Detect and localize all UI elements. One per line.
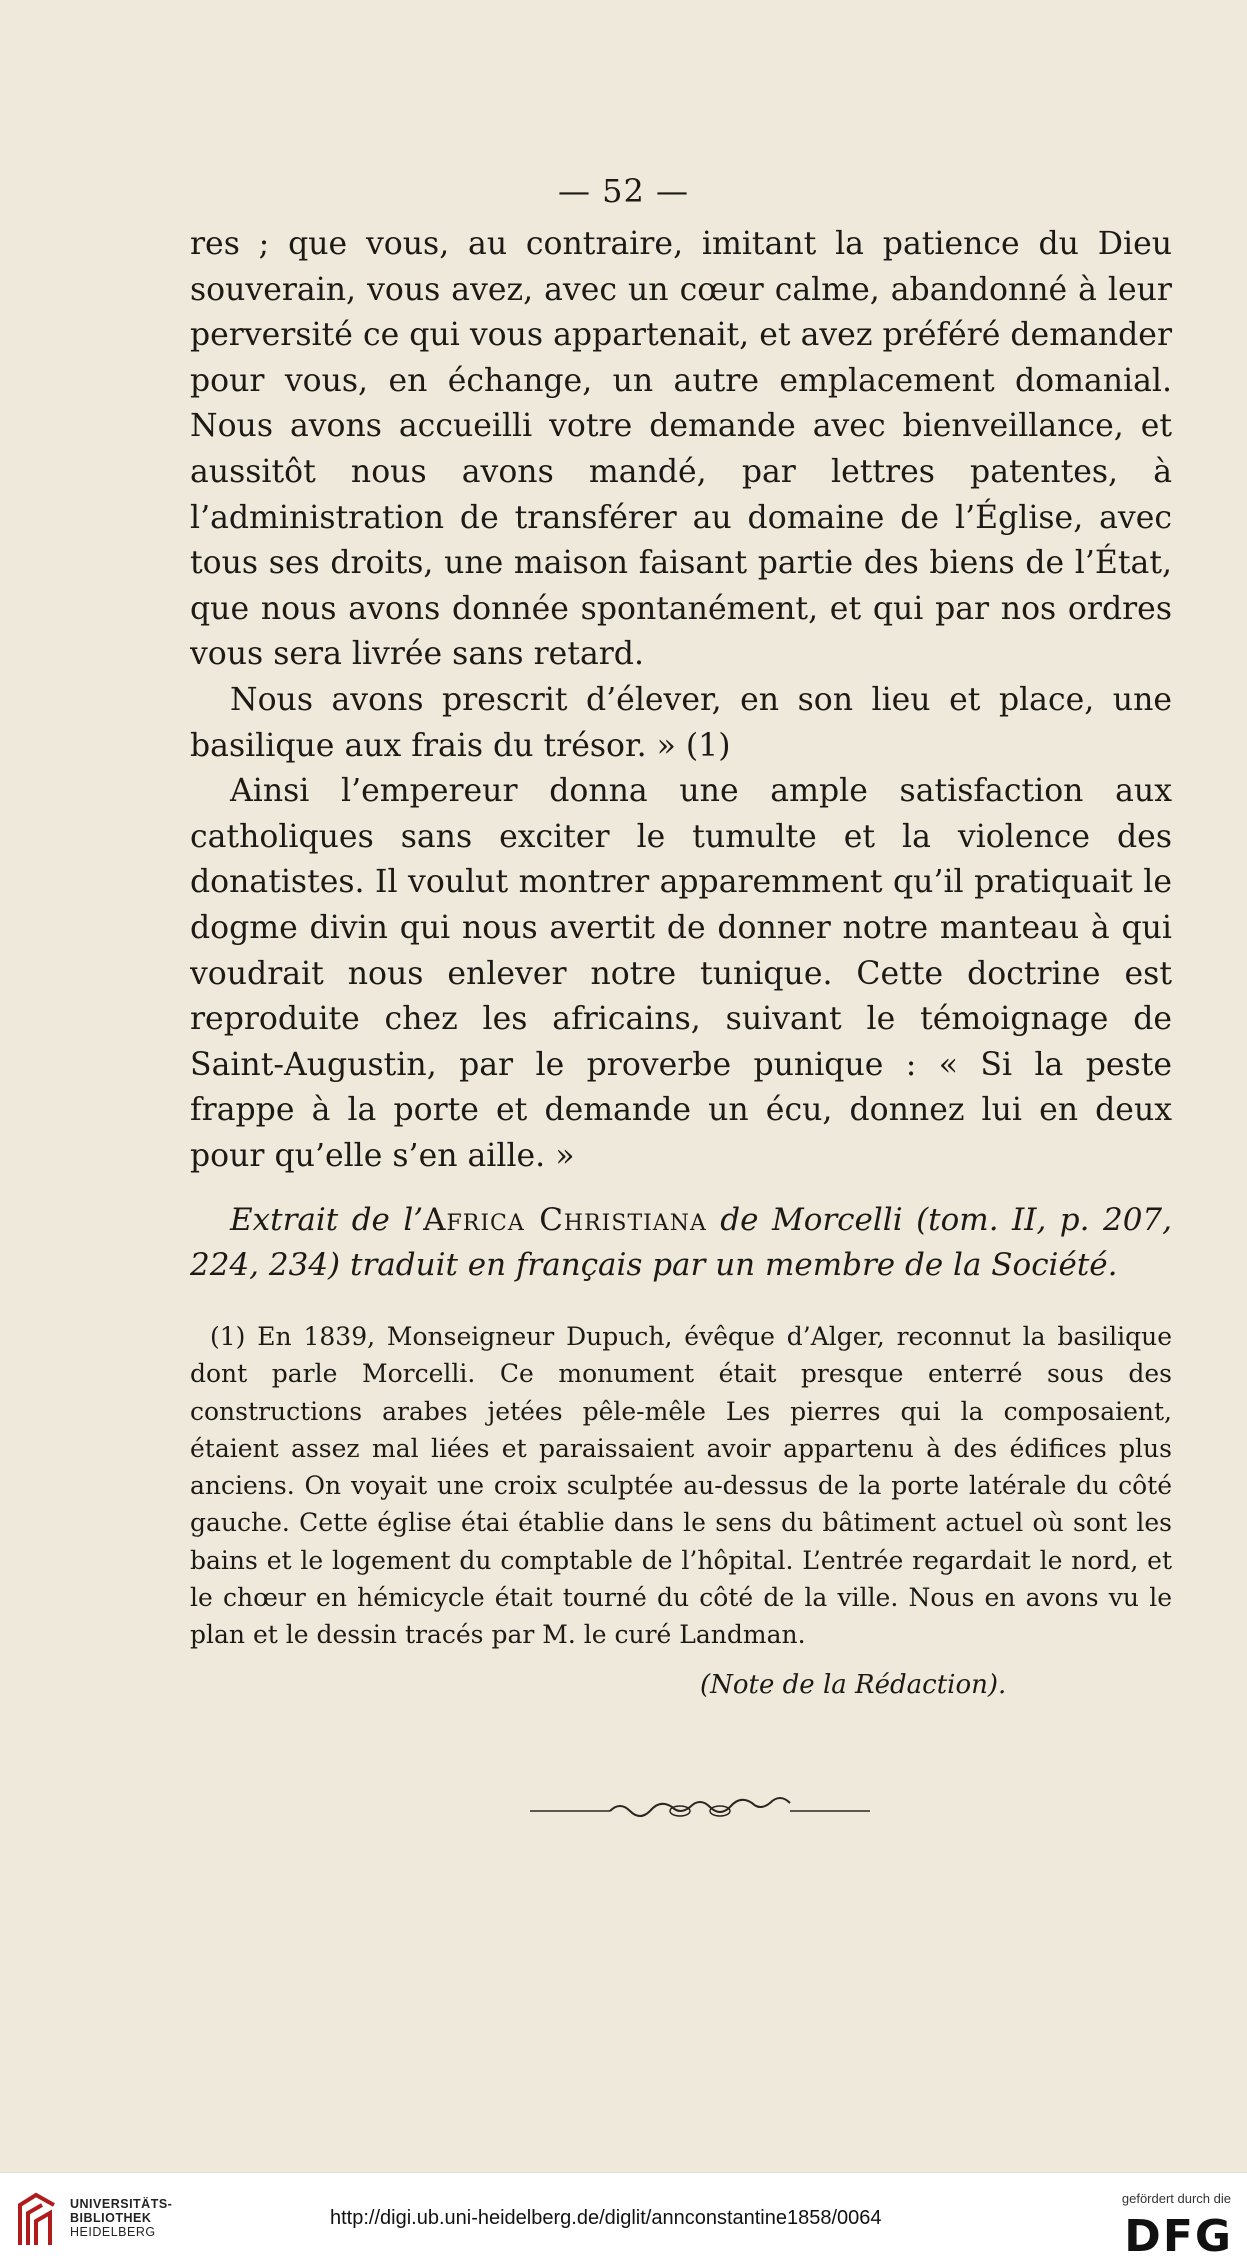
- footer-bar: [0, 2172, 1247, 2263]
- footnote-signature: (Note de la Rédaction).: [700, 1670, 1007, 1700]
- paragraph: Ainsi l’empereur donna une ample satisfaction aux catholiques sans exciter le tumulte et la violence des donatistes. Il voulut montrer apparemment qu’il pratiquait le dogme divin qui nous avertit de donner notre manteau à qui voudrait nous enlever notre tunique. Cette doctrine est reproduite chez les africains, suivant le témoignage de Saint-Augustin, par le proverbe punique : « Si la peste frappe à la porte et demande un écu, donnez lui en deux pour qu’elle s’en aille. »: [190, 773, 1172, 1174]
- paragraph: Nous avons prescrit d’élever, en son lieu et place, une basilique aux frais du trésor. » (1): [190, 681, 1172, 764]
- library-name: UNIVERSITÄTS- BIBLIOTHEK HEIDELBERG: [70, 2197, 173, 2239]
- source-citation: [190, 1198, 1172, 1288]
- footnote-text: (1) En 1839, Monseigneur Dupuch, évêque d’Alger, reconnut la basilique dont parle Morcelli. Ce monument était presque enterré sous des constructions arabes jetées pêle-mêle Les pierres qui la composaient, étaient assez mal liées et paraissaient avoir appartenu à des édifices plus anciens. On voyait une croix sculptée au-dessus de la porte latérale du côté gauche. Cette église étai établie dans le sens du bâtiment actuel où sont les bains et le logement du comptable de l’hôpital. L’entrée regardait le nord, et le chœur en hémicycle était tourné du côté de la ville. Nous en avons vu le plan et le dessin tracés par M. le curé Landman.: [190, 1322, 1172, 1650]
- citation-prefix: Extrait de l’: [230, 1202, 424, 1238]
- main-text: [190, 222, 1172, 1179]
- citation-suffix: de Morcelli (tom. II, p. 207, 224, 234) traduit en français par un membre de la Société.: [190, 1202, 1172, 1283]
- university-library-logo-icon: [14, 2191, 60, 2251]
- ornament-divider-icon: [530, 1794, 870, 1828]
- sponsor-label: gefördert durch die: [1121, 2191, 1231, 2206]
- citation-work-title: Africa Christiana: [423, 1202, 707, 1238]
- footnote: [190, 1318, 1172, 1654]
- page-number: — 52 —: [557, 172, 690, 210]
- paragraph: res ; que vous, au contraire, imitant la patience du Dieu souverain, vous avez, avec un cœur calme, abandonné à leur perversité ce qui vous appartenait, et avez préféré demander pour vous, en échange, un autre emplacement domanial. Nous avons accueilli votre demande avec bienveillance, et aussitôt nous avons mandé, par lettres patentes, à l’administration de transférer au domaine de l’Église, avec tous ses droits, une maison faisant partie des biens de l’État, que nous avons donnée spontanément, et qui par nos ordres vous sera livrée sans retard.: [190, 226, 1172, 673]
- dfg-logo-icon: DFG: [1124, 2211, 1233, 2262]
- permalink-url[interactable]: http://digi.ub.uni-heidelberg.de/diglit/annconstantine1858/0064: [330, 2207, 882, 2229]
